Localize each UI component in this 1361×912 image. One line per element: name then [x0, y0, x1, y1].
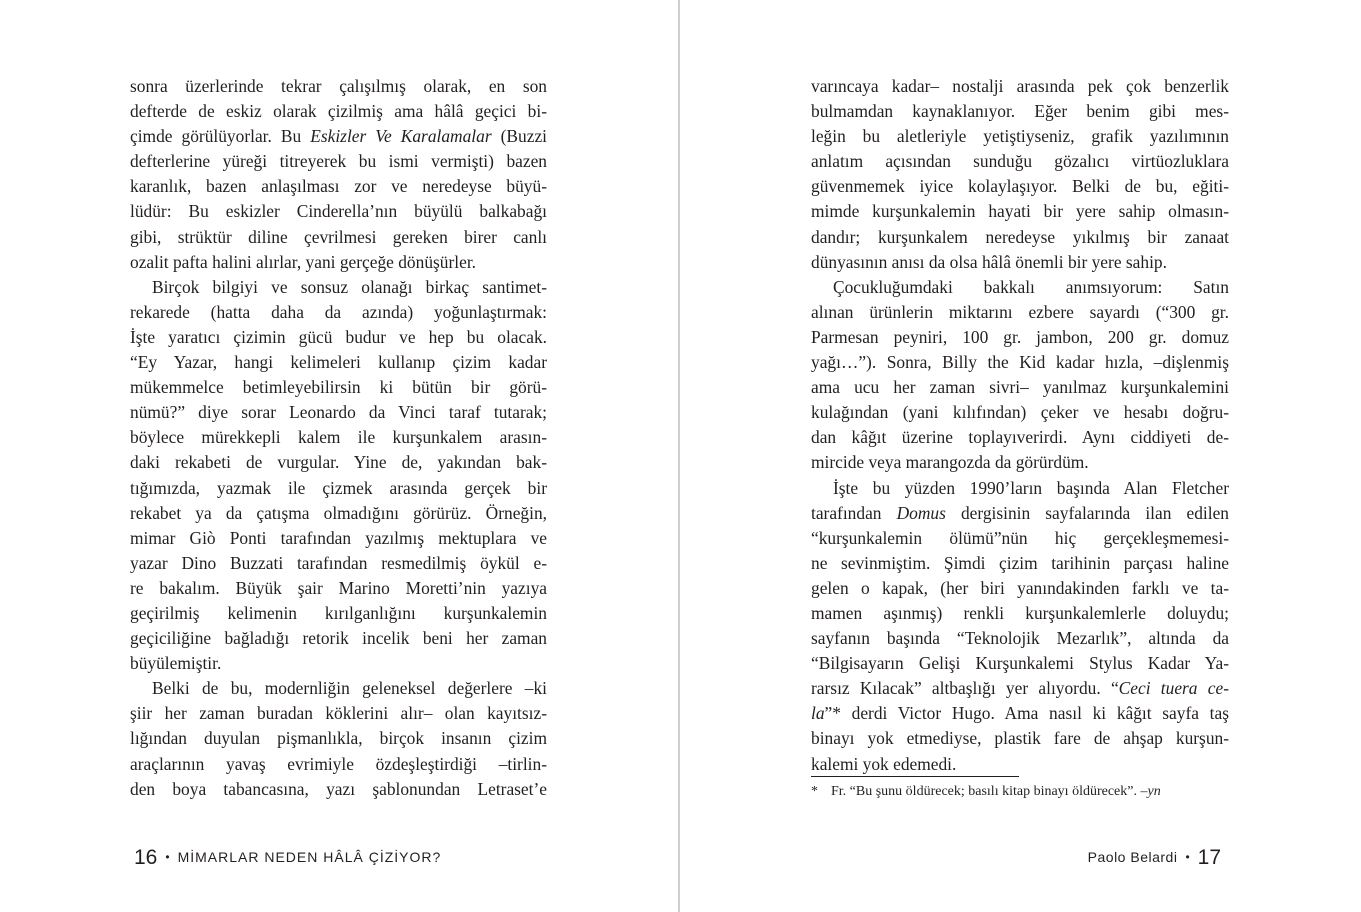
italic-text-segment: Eskizler Ve Karalamalar: [310, 126, 492, 147]
text-line: mimde kurşunkalemin hayati bir yere sahip olmasın-: [811, 201, 1229, 222]
text-line: sayfanın başında “Teknolojik Mezarlık”, altında da: [811, 628, 1229, 649]
text-line: lığından duyulan pişmanlıkla, birçok insanın çizim: [130, 728, 547, 749]
text-line: varıncaya kadar– nostalji arasında pek çok benzerlik: [811, 76, 1229, 96]
text-line: dan kâğıt üzerine toplayıverirdi. Aynı ciddiyeti de-: [811, 427, 1229, 448]
bullet-separator: •: [1185, 850, 1190, 864]
text-line: nümü?” diye sorar Leonardo da Vinci taraf tutarak;: [130, 402, 547, 423]
text-line: “Ey Yazar, hangi kelimeleri kullanıp çizim kadar: [130, 352, 547, 373]
text-line: ozalit pafta halini alırlar, yani gerçeğe dönüşürler.: [130, 251, 477, 272]
text-line: kalemi yok edemedi.: [811, 753, 957, 774]
text-line: dandır; kurşunkalem neredeyse yıkılmış bir zanaat: [811, 226, 1229, 247]
text-segment: çimde görülüyorlar. Bu: [130, 126, 311, 147]
text-line: İşte bu yüzden 1990’ların başında Alan Fletcher: [833, 477, 1229, 498]
text-line: gibi, strüktür diline çevrilmesi gereken birer canlı: [130, 226, 547, 247]
text-line: rekabet ya da çatışma olmadığını görürüz. Örneğin,: [130, 502, 547, 523]
text-segment: tarafından: [811, 502, 897, 523]
text-line: sonra üzerlerinde tekrar çalışılmış olarak, en son: [130, 76, 547, 96]
italic-text-segment: Domus: [896, 502, 946, 523]
footnote-rule: [811, 776, 1019, 777]
text-line: gelen o kapak, (her biri yanındakinden farklı ve ta-: [811, 577, 1229, 598]
text-line: dünyasının anısı da olsa hâlâ önemli bir yere sahip.: [811, 251, 1167, 272]
footnote-text: Fr. “Bu şunu öldürecek; basılı kitap binayı öldürecek”. –: [831, 784, 1148, 799]
text-line: yazar Dino Buzzati tarafından resmedilmiş öykül e-: [130, 552, 547, 573]
left-page: [0, 0, 678, 912]
text-segment: dergisinin sayfalarında ilan edilen: [945, 502, 1229, 523]
text-line: “kurşunkalemin ölümü”nün hiç gerçekleşmemesi-: [811, 527, 1229, 548]
page-number: 16: [134, 846, 158, 869]
text-segment: rarsız Kılacak” altbaşlığı yer alıyordu. “: [811, 678, 1119, 699]
text-line: ama ucu her zaman sivri– yanılmaz kurşunkalemini: [811, 377, 1229, 398]
text-line: binayı yok etmediyse, plastik fare de ahşap kurşun-: [811, 728, 1229, 749]
text-line: anlatım açısından sunduğu gözalıcı virtüozluklara: [811, 151, 1229, 172]
text-line: Çocukluğumdaki bakkalı anımsıyorum: Satın: [833, 276, 1229, 297]
text-line: lüdür: Bu eskizler Cinderella’nın büyülü balkabağı: [130, 201, 547, 222]
text-line: tığımızda, yazmak ile çizmek arasında gerçek bir: [130, 477, 547, 498]
footnote: [811, 784, 1161, 800]
left-page-folio: [134, 846, 441, 870]
footnote-attribution: yn: [1147, 784, 1161, 799]
text-line: daki rekabeti de vurgular. Yine de, yakından bak-: [130, 452, 547, 473]
text-line: şiir her zaman buradan köklerini alır– olan kayıtsız-: [130, 703, 547, 724]
italic-text-segment: la: [811, 703, 825, 724]
page-number: 17: [1197, 846, 1221, 869]
text-line: karanlık, bazen anlaşılması zor ve neredeyse büyü-: [130, 176, 547, 197]
text-line: defterlerine yüreği titreyerek bu ismi vermişti) bazen: [130, 151, 547, 172]
text-line: mamen aşınmış) renkli kurşunkalemlerle doluydu;: [811, 602, 1229, 623]
text-line: rekarede (hatta daha da azında) yoğunlaştırmak:: [130, 301, 547, 322]
text-line: mükemmelce betimleyebilirsin ki bütün bir görü-: [130, 377, 547, 398]
bullet-separator: •: [165, 850, 170, 864]
text-line: mircide veya marangozda da görürdüm.: [811, 452, 1089, 473]
text-line: yağı…”). Sonra, Billy the Kid kadar hızla, –dişlenmiş: [811, 352, 1229, 373]
text-line: büyülemiştir.: [130, 653, 222, 674]
text-line: araçlarının yavaş evrimiyle özdeşleştirdiği –tirlin-: [130, 753, 547, 774]
text-line: Birçok bilgiyi ve sonsuz olanağı birkaç santimet-: [152, 276, 547, 297]
text-line: İşte yaratıcı çizimin gücü budur ve hep bu olacak.: [130, 326, 547, 347]
text-line: “Bilgisayarın Gelişi Kurşunkalemi Stylus Kadar Ya-: [811, 653, 1229, 674]
left-page-body: [130, 74, 547, 802]
text-line: mimar Giò Ponti tarafından yazılmış mektuplara ve: [130, 527, 547, 548]
text-line: güvenmemek iyice kolaylaşıyor. Belki de bu, eğiti-: [811, 176, 1229, 197]
text-line: [811, 501, 1229, 526]
text-line: geçiciliğine bağladığı retorik incelik beni her zaman: [130, 628, 547, 649]
running-head-book-title: MİMARLAR NEDEN HÂLÂ ÇİZİYOR?: [177, 849, 442, 865]
text-line: böylece mürekkepli kalem ile kurşunkalem arasın-: [130, 427, 547, 448]
text-line: kulağından (yani kılıfından) çeker ve hesabı doğru-: [811, 402, 1229, 423]
text-line: geçirilmiş kelimenin kırılganlığını kurşunkalemin: [130, 602, 547, 623]
text-line: Belki de bu, modernliğin geleneksel değerlere –ki: [152, 678, 547, 699]
text-line: [811, 701, 1229, 726]
right-page: [680, 0, 1361, 912]
text-line: Parmesan peyniri, 100 gr. jambon, 200 gr. domuz: [811, 326, 1229, 347]
text-line: bulmamdan kaynaklanıyor. Eğer benim gibi mes-: [811, 101, 1229, 122]
text-segment: (Buzzi: [491, 126, 547, 147]
text-line: [130, 124, 547, 149]
right-page-body: [811, 74, 1229, 777]
text-line: re bakalım. Büyük şair Marino Moretti’nin yazıya: [130, 577, 547, 598]
italic-text-segment: Ceci tuera ce-: [1118, 678, 1229, 699]
text-line: ne sevinmiştim. Şimdi çizim tarihinin parçası haline: [811, 552, 1229, 573]
text-line: defterde de eskiz olarak çizilmiş ama hâlâ geçici bi-: [130, 101, 547, 122]
text-line: den boya tabancasına, yazı şablonundan Letraset’e: [130, 778, 547, 799]
running-head-author: Paolo Belardi: [1087, 849, 1178, 865]
text-line: leğin bu aletleriyle yetiştiyseniz, grafik yazılımının: [811, 126, 1229, 147]
right-page-folio: [1088, 846, 1221, 870]
text-segment: ”* derdi Victor Hugo. Ama nasıl ki kâğıt sayfa taş: [824, 703, 1229, 724]
text-line: [811, 676, 1229, 701]
footnote-marker: *: [811, 784, 818, 799]
text-line: alınan ürünlerin miktarını ezbere sayardı (“300 gr.: [811, 301, 1229, 322]
